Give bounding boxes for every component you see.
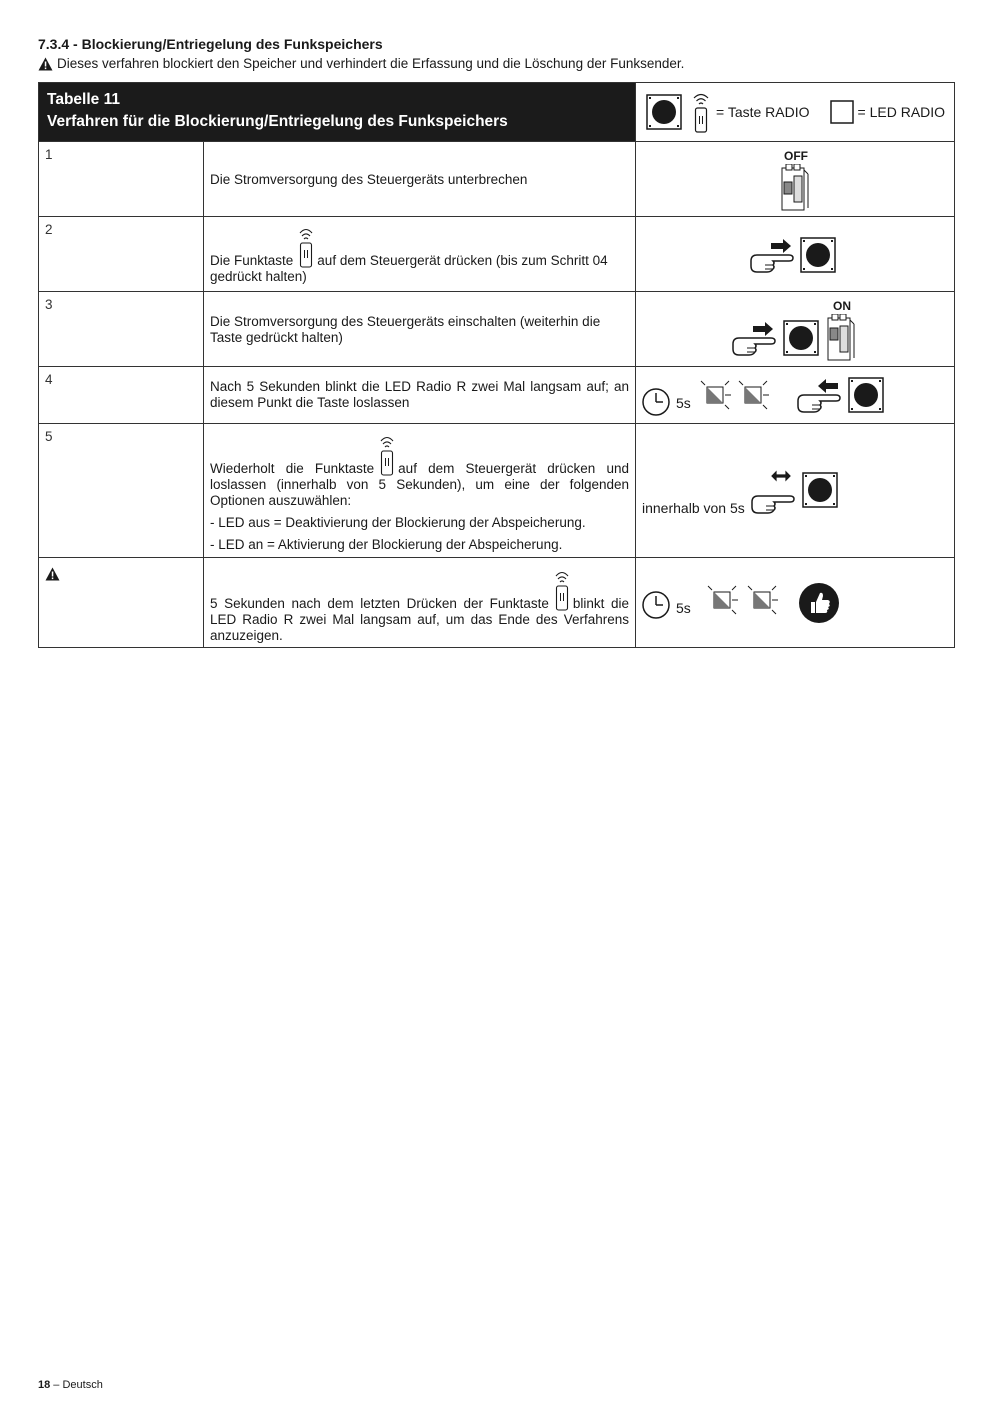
remote-control-icon <box>378 461 394 477</box>
step-number: 4 <box>39 367 204 424</box>
time-caption: innerhalb von 5s <box>642 500 745 516</box>
legend-cell <box>636 83 955 142</box>
table-label: Tabelle 11 <box>47 91 120 108</box>
step-text-a: Wiederholt die Funktaste <box>210 461 375 476</box>
step-illustration <box>636 292 955 367</box>
time-label: 5s <box>676 395 691 411</box>
option-led-off: - LED aus = Deaktivierung der Blockierung der Abspeicherung. <box>210 515 586 530</box>
intro-note <box>38 56 684 71</box>
step-text: Die Stromversorgung des Steuergeräts einschalten (weiterhin die Taste gedrückt halten) <box>210 314 601 345</box>
step-description <box>204 558 636 648</box>
table-row <box>39 217 955 292</box>
option-led-on: - LED an = Aktivierung der Blockierung der Abspeicherung. <box>210 537 563 552</box>
clock-icon <box>641 387 671 417</box>
remote-control-icon <box>553 596 569 612</box>
pointing-hand-icon <box>731 322 779 356</box>
thumbs-up-icon <box>798 582 840 624</box>
step-illustration <box>636 367 955 424</box>
step-text-a: 5 Sekunden nach dem letzten Drücken der Funktaste <box>210 596 549 611</box>
footer-separator: – <box>50 1379 63 1391</box>
radio-button-icon <box>802 472 838 508</box>
step-number: 3 <box>39 292 204 367</box>
step-number: 5 <box>39 424 204 558</box>
table-row <box>39 142 955 217</box>
radio-button-icon <box>848 377 884 413</box>
warning-icon <box>45 567 60 581</box>
clock-icon <box>641 590 671 620</box>
radio-button-icon <box>800 237 836 273</box>
page-number: 18 <box>38 1379 51 1391</box>
table-row <box>39 292 955 367</box>
step-text-b: auf dem Steuergerät drücken (bis zum Schritt 04 gedrückt halten) <box>210 253 608 284</box>
pointing-hand-icon <box>750 470 798 516</box>
radio-button-icon <box>646 94 682 130</box>
blinking-led-icon <box>699 379 733 413</box>
circuit-breaker-icon <box>780 164 810 212</box>
step-illustration <box>636 217 955 292</box>
blinking-led-icon <box>737 379 771 413</box>
procedure-table <box>38 82 955 648</box>
step-text-b: auf dem Steuergerät drücken und loslassen (innerhalb von 5 Sekunden), um eine der folgenden Optionen auszuwählen: <box>210 461 629 508</box>
legend-radio-key-label: = Taste RADIO <box>716 104 810 120</box>
time-label: 5s <box>676 600 691 616</box>
table-header-row <box>39 83 955 142</box>
blinking-led-icon <box>706 584 740 618</box>
step-illustration <box>636 424 955 558</box>
warning-icon <box>38 57 53 71</box>
step-illustration <box>636 142 955 217</box>
section-title: 7.3.4 - Blockierung/Entriegelung des Funkspeichers <box>38 36 383 52</box>
led-square-icon <box>830 100 854 124</box>
table-row <box>39 558 955 648</box>
footer-language: Deutsch <box>62 1379 103 1391</box>
remote-control-icon <box>297 253 313 269</box>
table-header <box>39 83 636 142</box>
remote-control-icon <box>688 90 714 134</box>
radio-button-icon <box>783 320 819 356</box>
table-row <box>39 367 955 424</box>
step-description <box>204 367 636 424</box>
page-footer <box>38 1379 103 1391</box>
pointing-hand-icon <box>796 379 844 413</box>
step-description <box>204 292 636 367</box>
warning-step <box>39 558 204 648</box>
step-description <box>204 217 636 292</box>
table-row <box>39 424 955 558</box>
blinking-led-icon <box>746 584 780 618</box>
step-illustration <box>636 558 955 648</box>
step-number: 1 <box>39 142 204 217</box>
pointing-hand-icon <box>749 239 797 273</box>
step-text: Nach 5 Sekunden blinkt die LED Radio R zwei Mal langsam auf; an diesem Punkt die Taste loslassen <box>210 379 629 410</box>
step-text-a: Die Funktaste <box>210 253 294 268</box>
step-number: 2 <box>39 217 204 292</box>
step-text: Die Stromversorgung des Steuergeräts unterbrechen <box>210 172 528 187</box>
step-text-b: blinkt die LED Radio R zwei Mal langsam auf, um das Ende des Verfahrens anzuzeigen. <box>210 596 629 643</box>
state-label: ON <box>833 299 851 313</box>
intro-text: Dieses verfahren blockiert den Speicher und verhindert die Erfassung und die Löschung der Funksender. <box>57 56 685 71</box>
legend-led-label: = LED RADIO <box>857 104 946 120</box>
step-description <box>204 424 636 558</box>
circuit-breaker-icon <box>826 314 856 362</box>
table-title: Verfahren für die Blockierung/Entriegelung des Funkspeichers <box>47 113 508 130</box>
step-description <box>204 142 636 217</box>
state-label: OFF <box>784 149 808 163</box>
